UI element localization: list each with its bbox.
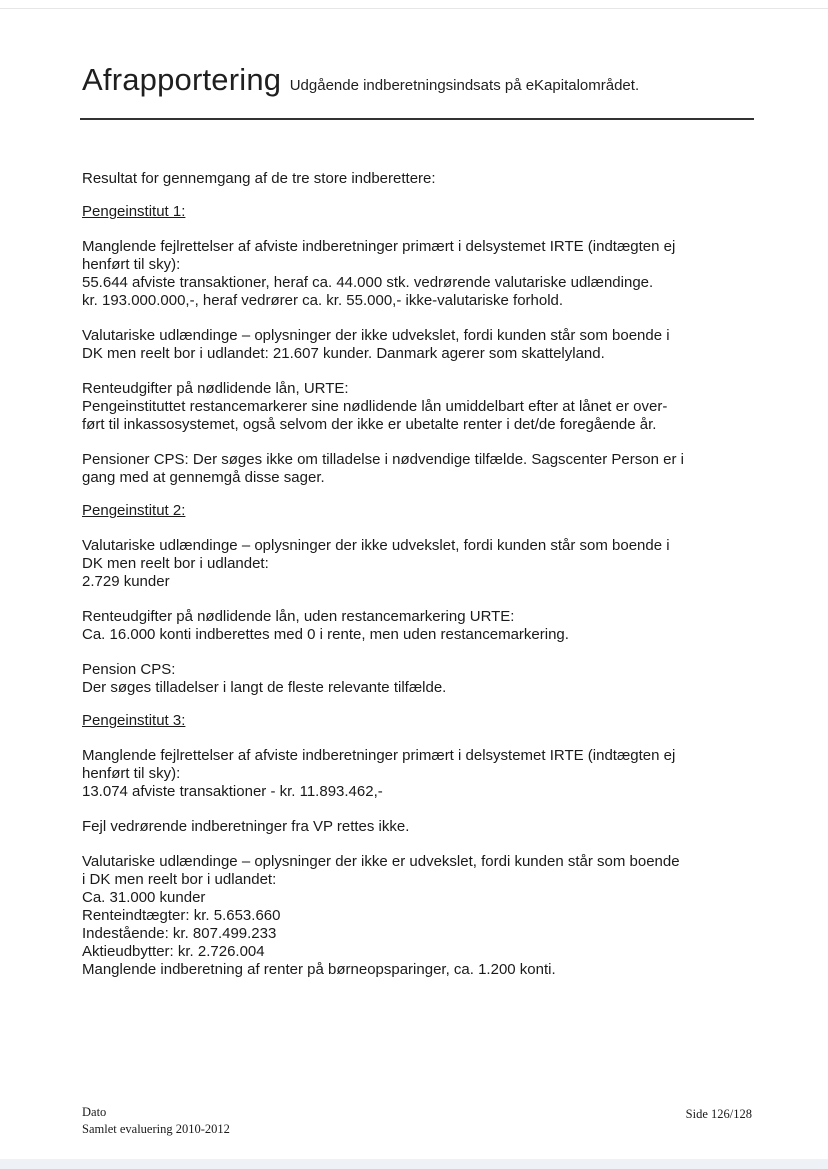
text-line: Ca. 16.000 konti indberettes med 0 i rente, men uden restancemarkering. <box>82 626 569 643</box>
text-line: henført til sky): <box>82 256 181 273</box>
section-heading-1: Pengeinstitut 1: <box>82 203 186 220</box>
footer-dato-label: Dato <box>82 1105 107 1119</box>
section-heading-2: Pengeinstitut 2: <box>82 502 186 519</box>
text-line: gang med at gennemgå disse sager. <box>82 469 325 486</box>
page-title: Afrapportering <box>82 62 282 97</box>
s1-paragraph-1 <box>82 238 754 310</box>
s3-paragraph-1 <box>82 747 754 801</box>
text-line: Valutariske udlændinge – oplysninger der ikke udvekslet, fordi kunden står som boende i <box>82 327 670 344</box>
text-line: Indestående: kr. 807.499.233 <box>82 925 277 942</box>
text-line: Renteudgifter på nødlidende lån, uden restancemarkering URTE: <box>82 608 515 625</box>
text-line: henført til sky): <box>82 765 181 782</box>
text-line: 55.644 afviste transaktioner, heraf ca. 44.000 stk. vedrørende valutariske udlændinge. <box>82 274 654 291</box>
s1-paragraph-4 <box>82 451 754 487</box>
text-line: 2.729 kunder <box>82 573 170 590</box>
page-footer <box>82 1104 230 1138</box>
text-line: Pensioner CPS: Der søges ikke om tilladelse i nødvendige tilfælde. Sagscenter Person er i <box>82 451 684 468</box>
text-line: Renteindtægter: kr. 5.653.660 <box>82 907 281 924</box>
document-body <box>82 170 754 979</box>
s1-paragraph-3 <box>82 380 754 434</box>
text-line: Pengeinstituttet restancemarkerer sine nødlidende lån umiddelbart efter at lånet er over- <box>82 398 668 415</box>
footer-document-name: Samlet evaluering 2010-2012 <box>82 1122 230 1136</box>
s1-paragraph-2 <box>82 327 754 363</box>
scan-top-edge <box>0 8 828 9</box>
text-line: Manglende fejlrettelser af afviste indberetninger primært i delsystemet IRTE (indtægten ej <box>82 747 676 764</box>
text-line: i DK men reelt bor i udlandet: <box>82 871 277 888</box>
text-line: Aktieudbytter: kr. 2.726.004 <box>82 943 265 960</box>
scan-bottom-edge <box>0 1159 828 1169</box>
page-subtitle: Udgående indberetningsindsats på eKapitalområdet. <box>289 77 640 94</box>
text-line: Manglende indberetning af renter på børneopsparinger, ca. 1.200 konti. <box>82 961 556 978</box>
page-number: Side 126/128 <box>685 1107 752 1121</box>
text-line: Der søges tilladelser i langt de fleste relevante tilfælde. <box>82 679 447 696</box>
text-line: kr. 193.000.000,-, heraf vedrører ca. kr. 55.000,- ikke-valutariske forhold. <box>82 292 564 309</box>
text-line: Valutariske udlændinge – oplysninger der ikke udvekslet, fordi kunden står som boende i <box>82 537 670 554</box>
text-line: Manglende fejlrettelser af afviste indberetninger primært i delsystemet IRTE (indtægten ej <box>82 238 676 255</box>
intro-text: Resultat for gennemgang af de tre store indberettere: <box>82 170 436 187</box>
s3-paragraph-3 <box>82 853 754 979</box>
s2-paragraph-3 <box>82 661 754 697</box>
text-line: Pension CPS: <box>82 661 176 678</box>
header-rule <box>80 118 754 120</box>
s2-paragraph-2 <box>82 608 754 644</box>
page-header <box>82 62 639 98</box>
text-line: 13.074 afviste transaktioner - kr. 11.893.462,- <box>82 783 383 800</box>
text-line: Renteudgifter på nødlidende lån, URTE: <box>82 380 349 397</box>
s2-paragraph-1 <box>82 537 754 591</box>
text-line: DK men reelt bor i udlandet: <box>82 555 269 572</box>
s3-paragraph-2 <box>82 818 754 836</box>
section-heading-3: Pengeinstitut 3: <box>82 712 186 729</box>
text-line: ført til inkassosystemet, også selvom der ikke er ubetalte renter i det/de foregående år. <box>82 416 657 433</box>
text-line: Ca. 31.000 kunder <box>82 889 206 906</box>
text-line: DK men reelt bor i udlandet: 21.607 kunder. Danmark agerer som skattelyland. <box>82 345 605 362</box>
text-line: Fejl vedrørende indberetninger fra VP rettes ikke. <box>82 818 410 835</box>
text-line: Valutariske udlændinge – oplysninger der ikke er udvekslet, fordi kunden står som boende <box>82 853 680 870</box>
